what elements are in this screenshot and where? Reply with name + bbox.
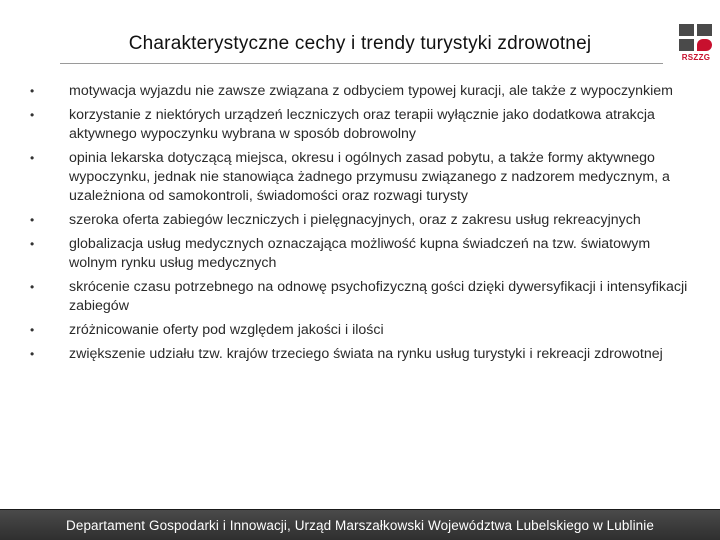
bullet-icon: • bbox=[30, 84, 35, 98]
logo-text: RSZZG bbox=[681, 53, 711, 62]
footer-bar: Departament Gospodarki i Innowacji, Urząd Marszałkowski Województwa Lubelskiego w Lublinie bbox=[0, 509, 720, 540]
logo-square bbox=[679, 39, 694, 51]
bullet-icon: • bbox=[30, 107, 35, 122]
logo-squares-icon bbox=[679, 24, 713, 52]
list-item-text: zróżnicowanie oferty pod względem jakości i ilości bbox=[69, 322, 384, 339]
list-item bbox=[30, 345, 690, 364]
list-item bbox=[30, 149, 690, 207]
list-item-text: opinia lekarska dotyczącą miejsca, okresu i ogólnych zasad pobytu, a także formy aktywnego wypoczynku, jednak nie stanowiąca żadnego przymusu związanego z nadzorem medycznym, a uzależniona od samokontroli, świadomości oraz rozwagi turysty bbox=[69, 149, 670, 205]
list-item bbox=[30, 321, 690, 340]
bullet-icon: • bbox=[30, 150, 35, 165]
bullet-icon: • bbox=[30, 280, 35, 295]
list-item bbox=[30, 211, 690, 230]
rszzg-logo bbox=[679, 24, 713, 64]
list-item bbox=[30, 278, 690, 317]
bullet-icon: • bbox=[30, 347, 35, 362]
list-item bbox=[30, 106, 690, 145]
bullet-icon: • bbox=[30, 237, 35, 252]
list-item-text: skrócenie czasu potrzebnego na odnowę psychofizyczną gości dzięki dywersyfikacji i intensyfikacji zabiegów bbox=[69, 279, 688, 315]
bullet-icon: • bbox=[30, 213, 35, 228]
bullet-icon: • bbox=[30, 323, 35, 338]
list-item-text: motywacja wyjazdu nie zawsze związana z odbyciem typowej kuracji, ale także z wypoczynkiem bbox=[69, 83, 674, 99]
list-item bbox=[30, 82, 690, 101]
list-item-text: zwiększenie udziału tzw. krajów trzeciego świata na rynku usług turystyki i rekreacji zdrowotnej bbox=[69, 346, 663, 363]
slide-title: Charakterystyczne cechy i trendy turystyki zdrowotnej bbox=[128, 33, 592, 54]
list-item-text: korzystanie z niektórych urządzeń leczniczych oraz terapii wyłącznie jako dodatkowa atrakcja aktywnego wypoczynku wybrana w sposób dobrowolny bbox=[69, 106, 655, 143]
logo-square bbox=[679, 24, 694, 36]
list-item bbox=[30, 235, 690, 274]
title-divider bbox=[60, 63, 663, 64]
list-item-text: szeroka oferta zabiegów leczniczych i pielęgnacyjnych, oraz z zakresu usług rekreacyjnych bbox=[69, 212, 641, 229]
bullet-list bbox=[30, 82, 690, 369]
logo-heart-square-icon bbox=[697, 39, 712, 51]
logo-square bbox=[697, 24, 712, 36]
list-item-text: globalizacja usług medycznych oznaczająca możliwość kupna świadczeń na tzw. światowym wolnym rynku usług medycznych bbox=[69, 236, 651, 272]
